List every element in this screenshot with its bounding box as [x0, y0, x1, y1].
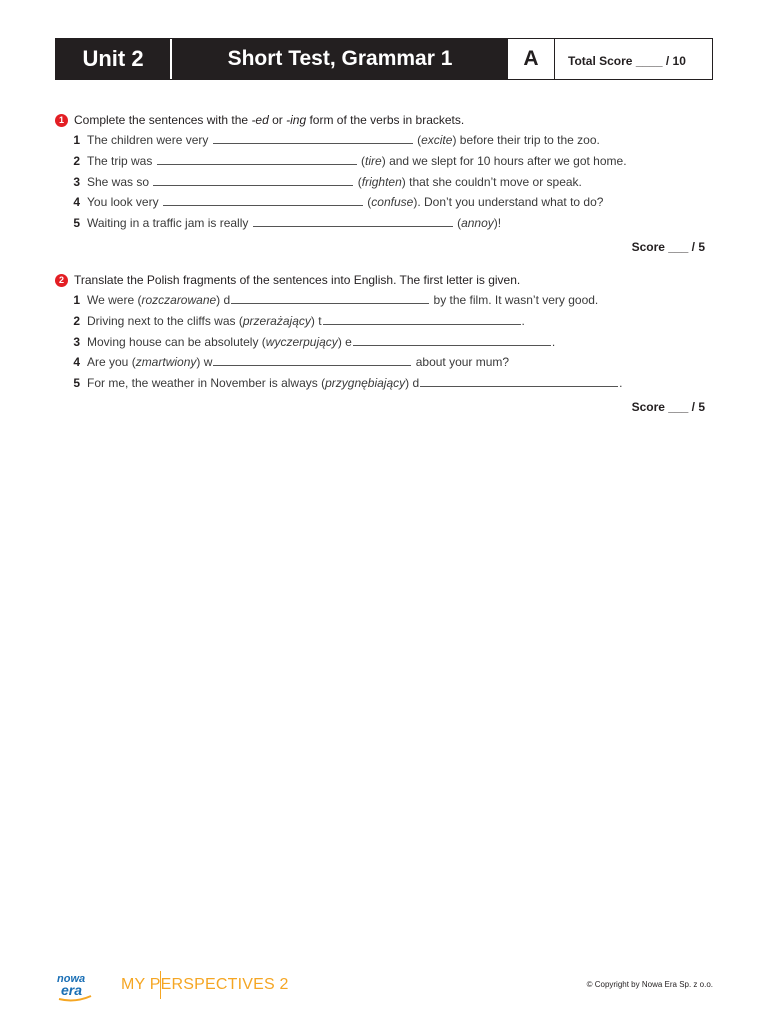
item-number: 4 — [73, 355, 80, 370]
list-item — [55, 293, 713, 314]
item-sentence: The trip was (tire) and we slept for 10 hours after we got home. — [87, 153, 627, 168]
item-sentence: Moving house can be absolutely (wyczerpujący) e . — [87, 334, 556, 349]
item-number: 5 — [73, 216, 80, 231]
exercise-1-score: Score ___ / 5 — [631, 239, 705, 254]
total-score-blank[interactable]: ____ — [635, 54, 663, 68]
list-item — [55, 154, 713, 175]
test-title: Short Test, Grammar 1 — [172, 39, 508, 79]
answer-blank[interactable] — [153, 175, 353, 186]
copyright-notice: © Copyright by Nowa Era Sp. z o.o. — [586, 980, 713, 989]
exercise-2 — [55, 272, 713, 414]
total-score-label: Total Score — [568, 54, 633, 68]
test-version: A — [508, 39, 555, 79]
list-item — [55, 314, 713, 335]
svg-text:nowa: nowa — [57, 973, 86, 985]
page-footer — [55, 968, 713, 1002]
exercise-2-items — [55, 293, 713, 397]
item-number: 3 — [73, 174, 80, 189]
item-number: 2 — [73, 313, 80, 328]
score-blank[interactable]: ___ — [668, 399, 689, 414]
item-number: 1 — [73, 133, 80, 147]
item-sentence: Driving next to the cliffs was (przerażający) t . — [87, 313, 525, 328]
exercise-1-items — [55, 133, 713, 237]
exercise-1-instruction — [55, 112, 713, 128]
item-sentence: The children were very (excite) before their trip to the zoo. — [87, 133, 600, 147]
test-header — [55, 38, 713, 80]
instruction-text: Translate the Polish fragments of the sentences into English. The first letter is given. — [74, 273, 521, 287]
exercise-1 — [55, 112, 713, 254]
item-number: 2 — [73, 153, 80, 168]
nowa-era-logo-icon — [55, 970, 95, 1002]
list-item — [55, 195, 713, 216]
list-item — [55, 355, 713, 376]
item-sentence: For me, the weather in November is always (przygnębiający) d . — [87, 376, 623, 391]
item-number: 4 — [73, 195, 80, 210]
list-item — [55, 376, 713, 397]
answer-blank[interactable] — [231, 293, 429, 304]
item-number: 1 — [73, 293, 80, 307]
item-sentence: You look very (confuse). Don’t you understand what to do? — [87, 195, 604, 210]
exercise-2-instruction — [55, 272, 713, 288]
instruction-text: Complete the sentences with the -ed or -ing form of the verbs in brackets. — [74, 113, 465, 127]
list-item — [55, 216, 713, 237]
score-blank[interactable]: ___ — [668, 239, 689, 254]
series-title: MY PERSPECTIVES 2 — [121, 976, 289, 993]
item-sentence: She was so (frighten) that she couldn’t move or speak. — [87, 174, 582, 189]
answer-blank[interactable] — [157, 154, 357, 165]
item-sentence: We were (rozczarowane) d by the film. It wasn’t very good. — [87, 293, 599, 307]
exercise-number-badge: 2 — [55, 274, 68, 287]
answer-blank[interactable] — [323, 314, 521, 325]
item-sentence: Are you (zmartwiony) w about your mum? — [87, 355, 510, 370]
answer-blank[interactable] — [163, 195, 363, 206]
unit-label: Unit 2 — [56, 39, 170, 79]
svg-text:era: era — [61, 982, 83, 998]
item-sentence: Waiting in a traffic jam is really (annoy)! — [87, 216, 502, 231]
answer-blank[interactable] — [353, 335, 551, 346]
answer-blank[interactable] — [420, 376, 618, 387]
list-item — [55, 335, 713, 356]
item-number: 3 — [73, 334, 80, 349]
total-score — [555, 39, 712, 79]
exercise-number-badge: 1 — [55, 114, 68, 127]
answer-blank[interactable] — [253, 216, 453, 227]
list-item — [55, 133, 713, 154]
answer-blank[interactable] — [213, 133, 413, 144]
list-item — [55, 175, 713, 196]
answer-blank[interactable] — [213, 355, 411, 366]
item-number: 5 — [73, 376, 80, 391]
total-score-max: / 10 — [665, 54, 686, 68]
exercise-2-score: Score ___ / 5 — [631, 399, 705, 414]
